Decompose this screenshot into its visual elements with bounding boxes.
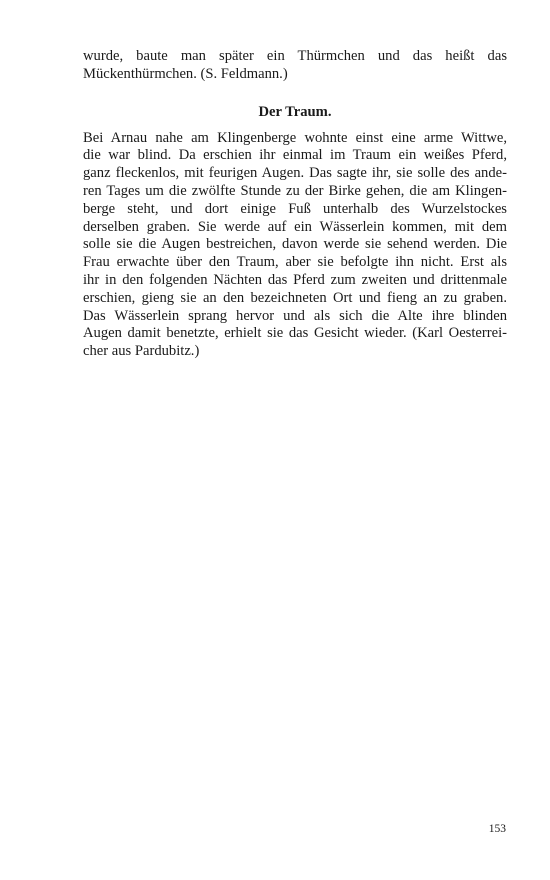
section-title: Der Traum.: [258, 103, 332, 120]
text-line: erschien, gieng sie an den bezeichneten Ort und fieng an zu graben.: [83, 289, 507, 306]
text-line: Das Wässerlein sprang hervor und als sich die Alte ihre blinden: [83, 307, 507, 324]
text-line: Mückenthürmchen. (S. Feldmann.): [83, 65, 288, 82]
text-line: Augen damit benetzte, erhielt sie das Gesicht wieder. (Karl Oesterrei-: [83, 325, 507, 342]
text-line: Bei Arnau nahe am Klingenberge wohnte einst eine arme Wittwe,: [83, 129, 507, 146]
text-line: die war blind. Da erschien ihr einmal im Traum ein weißes Pferd,: [83, 147, 507, 164]
story-paragraph: [83, 130, 507, 361]
continuation-paragraph: [83, 48, 507, 84]
text-line: Frau erwachte über den Traum, aber sie befolgte ihn nicht. Erst als: [83, 254, 507, 271]
text-line: cher aus Pardubitz.): [83, 343, 200, 360]
page-body: [83, 48, 507, 361]
text-line: derselben graben. Sie werde auf ein Wässerlein kommen, mit dem: [83, 218, 507, 235]
text-line: ihr in den folgenden Nächten das Pferd zum zweiten und drittenmale: [83, 271, 507, 288]
text-line: wurde, baute man später ein Thürmchen und das heißt das: [83, 48, 507, 64]
text-line: solle sie die Augen bestreichen, davon werde sie sehend werden. Die: [83, 236, 507, 253]
text-line: ren Tages um die zwölfte Stunde zu der Birke gehen, die am Klingen-: [83, 182, 507, 199]
text-line: berge steht, und dort einige Fuß unterhalb des Wurzelstockes: [83, 200, 507, 217]
text-line: ganz fleckenlos, mit feurigen Augen. Das sagte ihr, sie solle des ande-: [83, 165, 507, 182]
page-number: 153: [488, 823, 506, 835]
